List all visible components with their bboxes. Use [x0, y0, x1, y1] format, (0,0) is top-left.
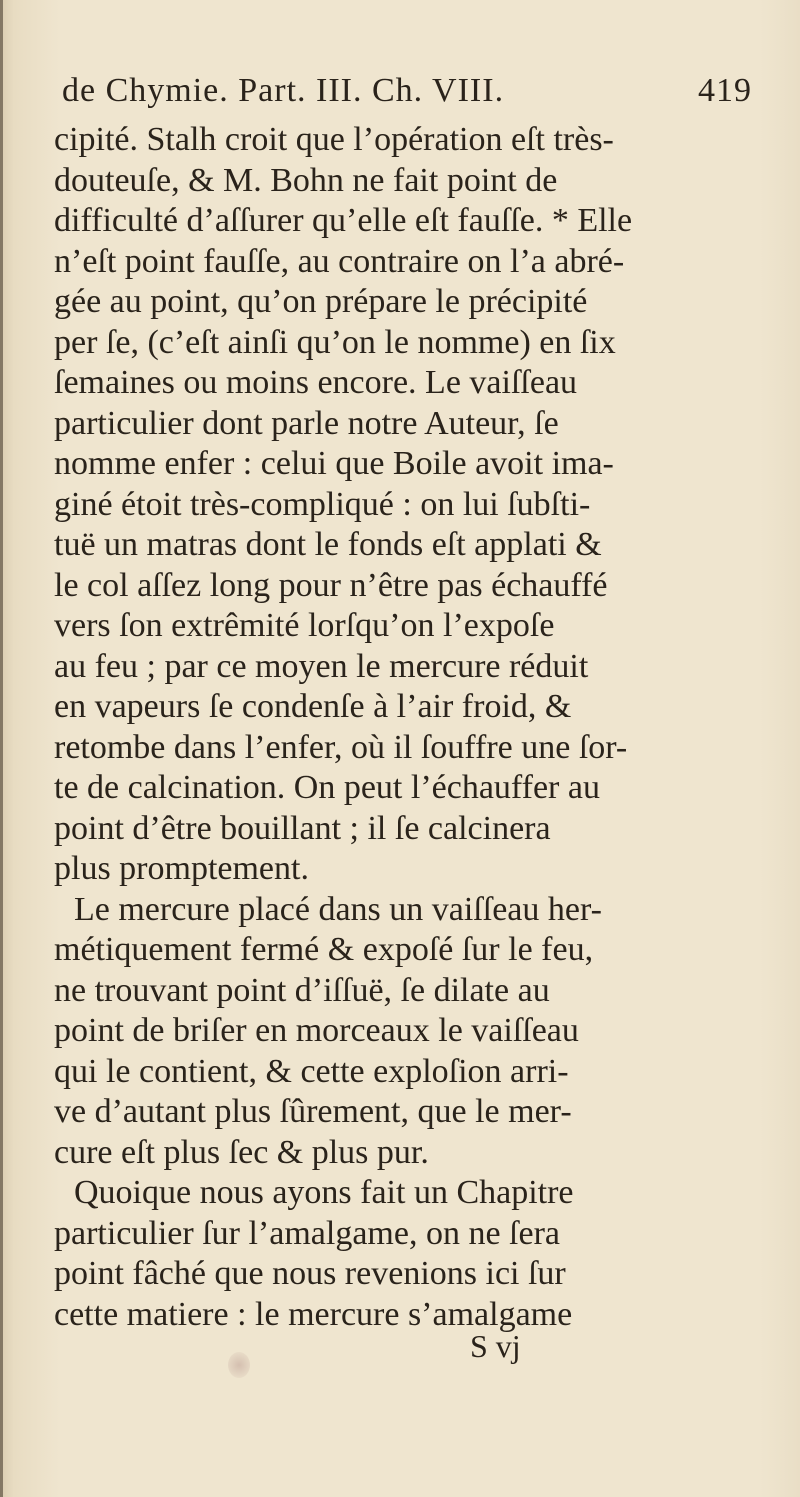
- text-line: cure eſt plus ſec & plus pur.: [54, 1133, 429, 1171]
- text-line: giné étoit très-compliqué : on lui ſubſti-: [54, 485, 591, 523]
- text-line: cette matiere : le mercure s’amalgame: [54, 1295, 573, 1333]
- text-line: particulier ſur l’amalgame, on ne ſera: [54, 1214, 560, 1252]
- text-line: ſemaines ou moins encore. Le vaiſſeau: [54, 364, 578, 401]
- text-line: en vapeurs ſe condenſe à l’air froid, &: [54, 688, 572, 725]
- paragraph-start-line: Quoique nous ayons fait un Chapitre: [74, 1174, 574, 1211]
- text-line: douteuſe, & M. Bohn ne fait point de: [54, 161, 558, 199]
- running-header: [62, 72, 752, 116]
- text-line: per ſe, (c’eſt ainſi qu’on le nomme) en ſix: [54, 323, 616, 361]
- text-line: tuë un matras dont le fonds eſt applati &: [54, 526, 602, 563]
- text-line: point de briſer en morceaux le vaiſſeau: [54, 1012, 579, 1049]
- text-line: au feu ; par ce moyen le mercure réduit: [54, 647, 589, 685]
- signature-mark: S vj: [470, 1328, 521, 1364]
- text-line: retombe dans l’enfer, où il ſouffre une ſor-: [54, 728, 628, 766]
- text-line: cipité. Stalh croit que l’opération eſt très-: [54, 121, 614, 158]
- text-line: gée au point, qu’on prépare le précipité: [54, 283, 588, 320]
- page-gutter-edge: [0, 0, 3, 1497]
- running-title: de Chymie. Part. III. Ch. VIII.: [62, 72, 505, 109]
- text-line: métiquement fermé & expoſé ſur le feu,: [54, 931, 594, 968]
- text-line: n’eſt point fauſſe, au contraire on l’a abré-: [54, 242, 625, 280]
- text-line: nomme enfer : celui que Boile avoit ima-: [54, 445, 614, 482]
- text-line: vers ſon extrêmité lorſqu’on l’expoſe: [54, 607, 555, 644]
- text-line: ve d’autant plus ſûrement, que le mer-: [54, 1093, 572, 1130]
- text-line: point fâché que nous revenions ici ſur: [54, 1255, 566, 1292]
- body-text: [54, 120, 754, 1335]
- text-line: te de calcination. On peut l’échauffer au: [54, 769, 600, 806]
- paper-stain: [228, 1352, 250, 1378]
- text-line: qui le contient, & cette exploſion arri-: [54, 1052, 569, 1090]
- text-line: difficulté d’aſſurer qu’elle eſt fauſſe. * Elle: [54, 202, 633, 239]
- text-line: particulier dont parle notre Auteur, ſe: [54, 404, 559, 442]
- text-line: plus promptement.: [54, 850, 309, 887]
- page-number: 419: [698, 72, 752, 109]
- paragraph-start-line: Le mercure placé dans un vaiſſeau her-: [74, 890, 602, 928]
- text-line: point d’être bouillant ; il ſe calcinera: [54, 809, 551, 847]
- text-line: ne trouvant point d’iſſuë, ſe dilate au: [54, 971, 550, 1009]
- text-line: le col aſſez long pour n’être pas échauffé: [54, 566, 608, 604]
